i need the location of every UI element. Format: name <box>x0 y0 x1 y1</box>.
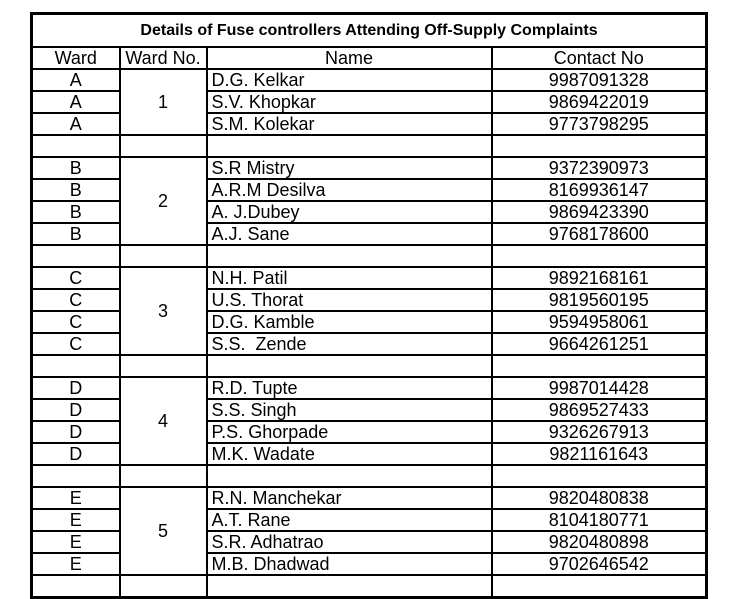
contact-cell: 9869527433 <box>492 399 707 421</box>
contact-cell: 9326267913 <box>492 421 707 443</box>
header-row <box>32 47 707 69</box>
ward-cell: C <box>32 311 120 333</box>
name-cell: M.K. Wadate <box>207 443 492 465</box>
contact-cell: 9821161643 <box>492 443 707 465</box>
column-header-contact-no: Contact No <box>492 47 707 69</box>
ward-cell: D <box>32 399 120 421</box>
name-cell: D.G. Kelkar <box>207 69 492 91</box>
name-cell: S.R. Adhatrao <box>207 531 492 553</box>
contact-cell: 9702646542 <box>492 553 707 575</box>
spacer-contact-cell <box>492 465 707 487</box>
ward-cell: E <box>32 487 120 509</box>
contact-cell: 9372390973 <box>492 157 707 179</box>
name-cell: A.R.M Desilva <box>207 179 492 201</box>
ward-no-cell: 2 <box>120 157 207 245</box>
spacer-row <box>32 245 707 267</box>
name-cell: S.V. Khopkar <box>207 91 492 113</box>
ward-cell: D <box>32 377 120 399</box>
contact-cell: 8104180771 <box>492 509 707 531</box>
ward-cell: A <box>32 91 120 113</box>
name-cell: S.S. Zende <box>207 333 492 355</box>
name-cell: U.S. Thorat <box>207 289 492 311</box>
name-cell: P.S. Ghorpade <box>207 421 492 443</box>
name-cell: M.B. Dhadwad <box>207 553 492 575</box>
spacer-contact-cell <box>492 355 707 377</box>
spacer-ward-cell <box>32 135 120 157</box>
spacer-ward-no-cell <box>120 355 207 377</box>
spacer-row <box>32 465 707 487</box>
ward-cell: B <box>32 201 120 223</box>
contact-cell: 8169936147 <box>492 179 707 201</box>
column-header-ward-no: Ward No. <box>120 47 207 69</box>
spacer-ward-cell <box>32 245 120 267</box>
spacer-ward-no-cell <box>120 135 207 157</box>
name-cell: S.M. Kolekar <box>207 113 492 135</box>
ward-cell: E <box>32 509 120 531</box>
name-cell: D.G. Kamble <box>207 311 492 333</box>
table-row <box>32 69 707 91</box>
ward-cell: D <box>32 443 120 465</box>
ward-cell: A <box>32 69 120 91</box>
ward-no-cell: 4 <box>120 377 207 465</box>
name-cell: N.H. Patil <box>207 267 492 289</box>
table-body <box>32 69 707 598</box>
ward-cell: C <box>32 333 120 355</box>
spacer-row <box>32 575 707 598</box>
ward-no-cell: 3 <box>120 267 207 355</box>
contact-cell: 9869422019 <box>492 91 707 113</box>
spacer-name-cell <box>207 465 492 487</box>
name-cell: A. J.Dubey <box>207 201 492 223</box>
name-cell: S.S. Singh <box>207 399 492 421</box>
ward-cell: E <box>32 531 120 553</box>
contact-cell: 9594958061 <box>492 311 707 333</box>
spacer-name-cell <box>207 245 492 267</box>
ward-cell: B <box>32 179 120 201</box>
name-cell: A.T. Rane <box>207 509 492 531</box>
ward-cell: C <box>32 267 120 289</box>
column-header-ward: Ward <box>32 47 120 69</box>
ward-no-cell: 1 <box>120 69 207 135</box>
spacer-contact-cell <box>492 245 707 267</box>
contact-cell: 9987014428 <box>492 377 707 399</box>
contact-cell: 9869423390 <box>492 201 707 223</box>
title-row <box>32 14 707 48</box>
table-title: Details of Fuse controllers Attending Off-Supply Complaints <box>32 14 707 48</box>
ward-cell: A <box>32 113 120 135</box>
table-row <box>32 267 707 289</box>
table-row <box>32 157 707 179</box>
spacer-ward-no-cell <box>120 245 207 267</box>
contact-cell: 9664261251 <box>492 333 707 355</box>
name-cell: A.J. Sane <box>207 223 492 245</box>
spacer-contact-cell <box>492 135 707 157</box>
spacer-ward-no-cell <box>120 465 207 487</box>
table-row <box>32 377 707 399</box>
spacer-contact-cell <box>492 575 707 598</box>
fuse-controllers-table <box>30 12 708 599</box>
ward-cell: E <box>32 553 120 575</box>
spacer-ward-no-cell <box>120 575 207 598</box>
name-cell: S.R Mistry <box>207 157 492 179</box>
contact-cell: 9820480898 <box>492 531 707 553</box>
table-row <box>32 487 707 509</box>
column-header-name: Name <box>207 47 492 69</box>
spacer-row <box>32 355 707 377</box>
ward-no-cell: 5 <box>120 487 207 575</box>
spacer-row <box>32 135 707 157</box>
ward-cell: B <box>32 157 120 179</box>
spacer-name-cell <box>207 355 492 377</box>
contact-cell: 9987091328 <box>492 69 707 91</box>
ward-cell: D <box>32 421 120 443</box>
spacer-ward-cell <box>32 465 120 487</box>
name-cell: R.N. Manchekar <box>207 487 492 509</box>
spacer-ward-cell <box>32 575 120 598</box>
contact-cell: 9819560195 <box>492 289 707 311</box>
contact-cell: 9820480838 <box>492 487 707 509</box>
contact-cell: 9768178600 <box>492 223 707 245</box>
ward-cell: C <box>32 289 120 311</box>
spacer-ward-cell <box>32 355 120 377</box>
contact-cell: 9892168161 <box>492 267 707 289</box>
ward-cell: B <box>32 223 120 245</box>
contact-cell: 9773798295 <box>492 113 707 135</box>
spacer-name-cell <box>207 135 492 157</box>
spacer-name-cell <box>207 575 492 598</box>
name-cell: R.D. Tupte <box>207 377 492 399</box>
